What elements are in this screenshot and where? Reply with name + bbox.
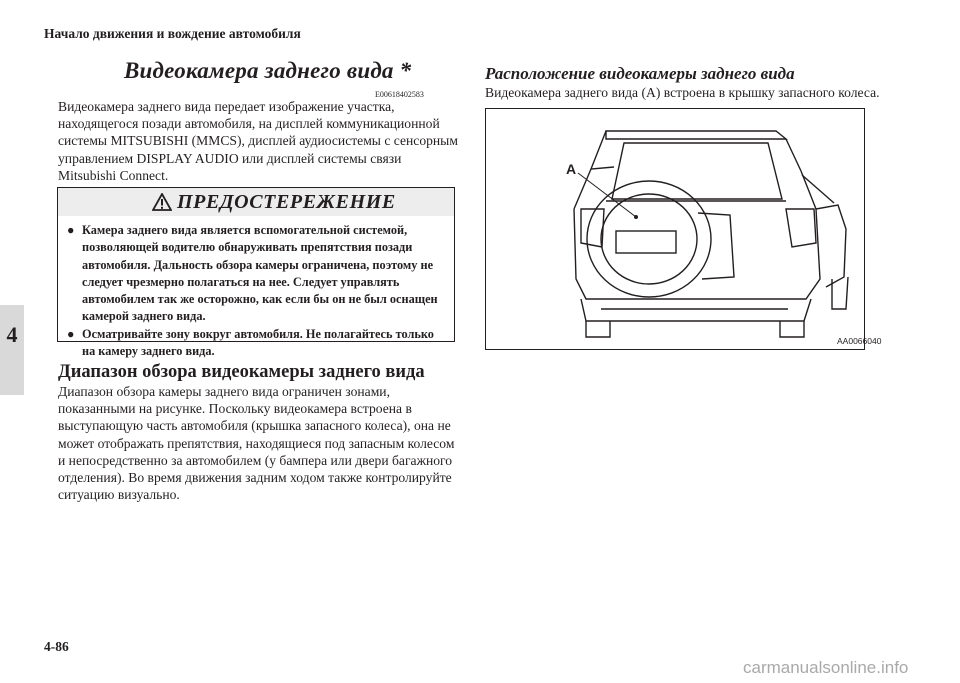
warning-header (58, 188, 454, 216)
section-title-view-range: Диапазон обзора видеокамеры заднего вида (58, 362, 425, 382)
warning-body (67, 222, 447, 360)
warning-item-text: Осматривайте зону вокруг автомобиля. Не полагайтесь только на камеру заднего вида. (82, 326, 434, 359)
warning-item-text: Камера заднего вида является вспомогательной системой, позволяющей водителю обнаруживать препятствия позади автомобиля. Дальность обзора камеры ограничена, поэтому не следует чрезмерно полагаться на нее. Следует управлять автомобилем так же осторожно, как если бы он не был оснащен камерой заднего вида. (82, 223, 438, 324)
watermark: carmanualsonline.info (743, 658, 909, 677)
warning-title: ПРЕДОСТЕРЕЖЕНИЕ (177, 191, 396, 213)
chapter-tab-number: 4 (6, 322, 18, 347)
view-range-paragraph: Диапазон обзора камеры заднего вида ограничен зонами, показанными на рисунке. Поскольку видеокамера встроена в выступающую часть автомобиля (крышка запасного колеса), она не может отображать препятствия, находящиеся под запасным колесом и непосредственно за автомобилем (у бампера или двери багажного отделения). Во время движения задним ходом также контролируйте ситуацию визуально. (58, 384, 455, 503)
intro-paragraph: Видеокамера заднего вида передает изображение участка, находящегося позади автомобиля, на дисплей коммуникационной системы MITSUBISHI (MMCS), дисплей аудиосистемы с сенсорным управлением DISPLAY AUDIO или дисплей системы связи Mitsubishi Connect. (58, 99, 458, 183)
figure-code: AA0066040 (837, 336, 882, 346)
page-number: 4-86 (44, 639, 69, 654)
vehicle-rear-illustration (485, 108, 865, 350)
section-title-camera-location: Расположение видеокамеры заднего вида (485, 64, 795, 83)
suv-rear-drawing (486, 109, 864, 349)
figure-callout-label: A (566, 161, 577, 177)
bullet-icon: ● (67, 223, 75, 237)
section-title-rear-camera: Видеокамера заднего вида * (124, 58, 412, 83)
warning-box (57, 187, 455, 359)
chapter-tab (0, 305, 24, 395)
section-code: E00618402583 (375, 90, 424, 99)
warning-triangle-icon (152, 193, 172, 211)
warning-item (67, 326, 447, 361)
bullet-icon: ● (67, 326, 75, 341)
running-header: Начало движения и вождение автомобиля (44, 26, 301, 41)
camera-location-paragraph: Видеокамера заднего вида (A) встроена в крышку запасного колеса. (485, 85, 880, 100)
warning-item (67, 222, 447, 326)
